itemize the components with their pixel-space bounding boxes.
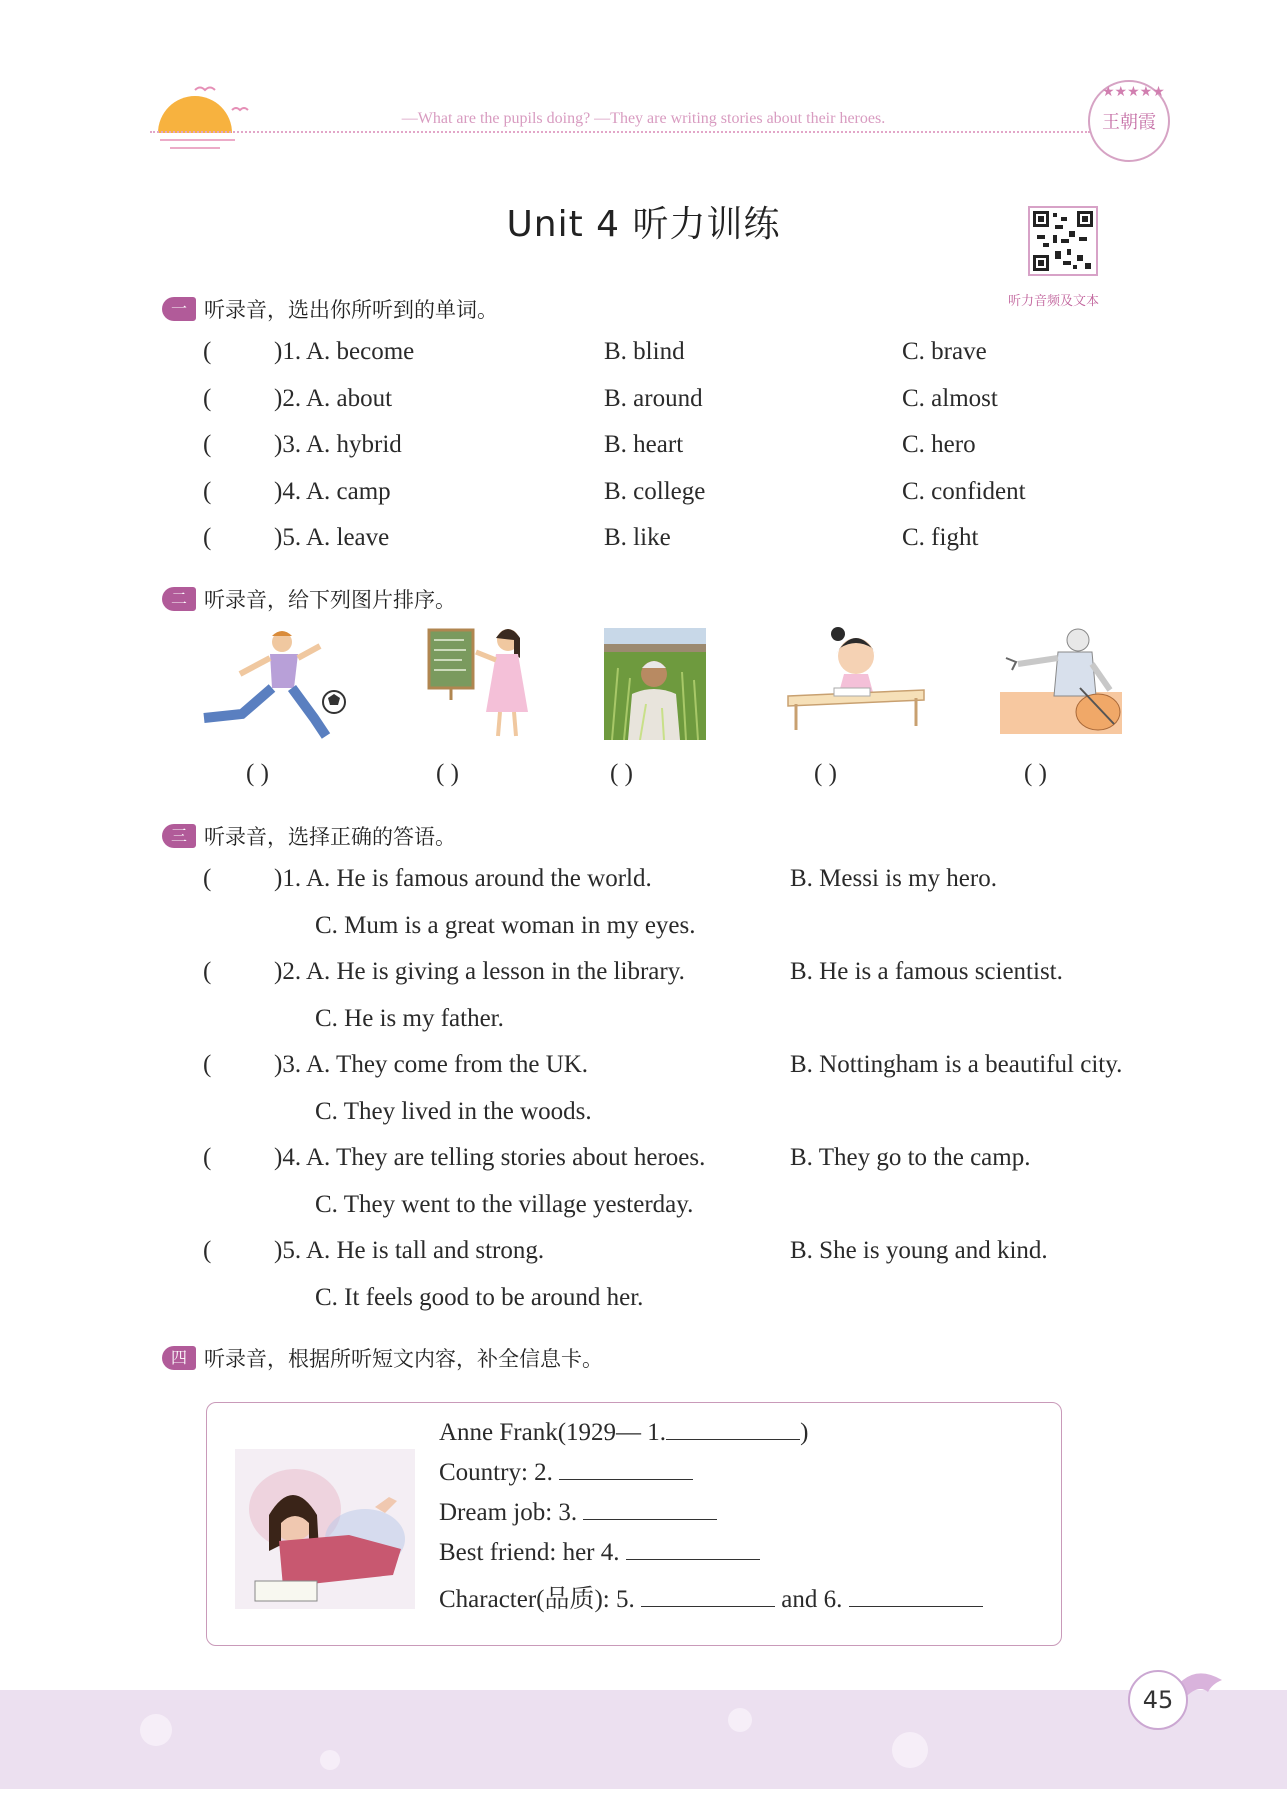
section-1-heading	[162, 294, 498, 324]
option-c: C. fight	[902, 524, 979, 551]
card-label: Anne Frank(1929— 1.	[439, 1419, 667, 1446]
order-paren[interactable]: ( )	[610, 760, 633, 787]
answer-paren[interactable]: (	[203, 338, 212, 365]
logo-text: 王朝霞	[1102, 112, 1156, 133]
option-b: B. They go to the camp.	[790, 1144, 1031, 1171]
option-b: B. around	[604, 385, 703, 412]
option-b: B. blind	[604, 338, 685, 365]
option-c: C. confident	[902, 478, 1026, 505]
option-b: B. heart	[604, 431, 684, 458]
footer-bubbles-decoration	[0, 1690, 1287, 1789]
card-label: Dream job: 3.	[439, 1499, 578, 1526]
option-a: )5. A. leave	[274, 524, 390, 551]
card-line-3	[439, 1499, 717, 1527]
answer-paren[interactable]: (	[203, 1051, 212, 1078]
option-b: B. He is a famous scientist.	[790, 958, 1063, 985]
brand-logo	[1088, 80, 1170, 162]
option-a: )4. A. They are telling stories about heroes.	[274, 1144, 706, 1171]
option-c: C. It feels good to be around her.	[315, 1284, 644, 1311]
option-c: C. He is my father.	[315, 1005, 504, 1032]
option-b: B. She is young and kind.	[790, 1237, 1048, 1264]
option-a: )2. A. about	[274, 385, 393, 412]
info-card	[206, 1402, 1062, 1646]
card-line-2	[439, 1459, 693, 1487]
teacher-picture	[424, 624, 534, 744]
answer-paren[interactable]: (	[203, 1237, 212, 1264]
card-label: and 6.	[781, 1586, 843, 1613]
option-c: C. brave	[902, 338, 987, 365]
order-paren[interactable]: ( )	[814, 760, 837, 787]
anne-frank-portrait	[235, 1449, 415, 1609]
answer-paren[interactable]: (	[203, 524, 212, 551]
option-b: B. Messi is my hero.	[790, 865, 997, 892]
blank-4[interactable]	[626, 1539, 760, 1560]
option-a: )1. A. become	[274, 338, 415, 365]
option-b: B. college	[604, 478, 706, 505]
page-number: 45	[1128, 1670, 1188, 1730]
option-c: C. They lived in the woods.	[315, 1098, 592, 1125]
football-player-picture	[200, 628, 350, 743]
section-instruction: 听录音，选择正确的答语。	[204, 825, 456, 849]
option-a: )2. A. He is giving a lesson in the library.	[274, 958, 685, 985]
answer-paren[interactable]: (	[203, 958, 212, 985]
answer-paren[interactable]: (	[203, 865, 212, 892]
section-number: 三	[162, 824, 196, 848]
footer-band	[0, 1690, 1287, 1789]
scientist-rice-field-picture	[604, 628, 706, 740]
order-paren[interactable]: ( )	[246, 760, 269, 787]
header-divider	[150, 131, 1090, 133]
card-line-5	[439, 1579, 983, 1615]
svg-text:★★★★★: ★★★★★	[1102, 85, 1165, 100]
answer-paren[interactable]: (	[203, 1144, 212, 1171]
horse-rider-picture	[998, 628, 1124, 734]
star-icon	[1090, 78, 1168, 100]
option-a: )1. A. He is famous around the world.	[274, 865, 652, 892]
blank-3[interactable]	[583, 1499, 717, 1520]
section-number: 一	[162, 297, 196, 321]
section-instruction: 听录音，给下列图片排序。	[204, 588, 456, 612]
option-c: C. hero	[902, 431, 976, 458]
option-c: C. almost	[902, 385, 998, 412]
card-line-1	[439, 1419, 808, 1447]
qr-caption: 听力音频及文本	[1008, 294, 1100, 309]
option-b: B. Nottingham is a beautiful city.	[790, 1051, 1123, 1078]
answer-paren[interactable]: (	[203, 431, 212, 458]
option-a: )4. A. camp	[274, 478, 391, 505]
section-4-heading	[162, 1343, 603, 1373]
header-tagline: —What are the pupils doing? —They are writing stories about their heroes.	[401, 110, 886, 127]
order-paren[interactable]: ( )	[1024, 760, 1047, 787]
blank-1[interactable]	[666, 1419, 800, 1440]
section-number: 二	[162, 587, 196, 611]
card-label: Best friend: her 4.	[439, 1539, 620, 1566]
card-label: Character(品质): 5.	[439, 1586, 635, 1613]
option-a: )3. A. They come from the UK.	[274, 1051, 589, 1078]
order-paren[interactable]: ( )	[436, 760, 459, 787]
option-a: )3. A. hybrid	[274, 431, 402, 458]
girl-writing-picture	[784, 626, 928, 736]
section-3-heading	[162, 821, 456, 851]
blank-6[interactable]	[849, 1586, 983, 1607]
section-instruction: 听录音，根据所听短文内容，补全信息卡。	[204, 1347, 603, 1371]
section-instruction: 听录音，选出你所听到的单词。	[204, 298, 498, 322]
section-2-heading	[162, 584, 456, 614]
answer-paren[interactable]: (	[203, 478, 212, 505]
option-a: )5. A. He is tall and strong.	[274, 1237, 545, 1264]
qr-code[interactable]	[1028, 206, 1098, 276]
option-c: C. They went to the village yesterday.	[315, 1191, 694, 1218]
answer-paren[interactable]: (	[203, 385, 212, 412]
card-label: )	[800, 1419, 809, 1446]
option-c: C. Mum is a great woman in my eyes.	[315, 912, 696, 939]
option-b: B. like	[604, 524, 671, 551]
card-line-4	[439, 1539, 760, 1567]
blank-5[interactable]	[641, 1586, 775, 1607]
card-label: Country: 2.	[439, 1459, 553, 1486]
section-number: 四	[162, 1346, 196, 1370]
blank-2[interactable]	[559, 1459, 693, 1480]
page-title: Unit 4 听力训练	[506, 204, 781, 245]
